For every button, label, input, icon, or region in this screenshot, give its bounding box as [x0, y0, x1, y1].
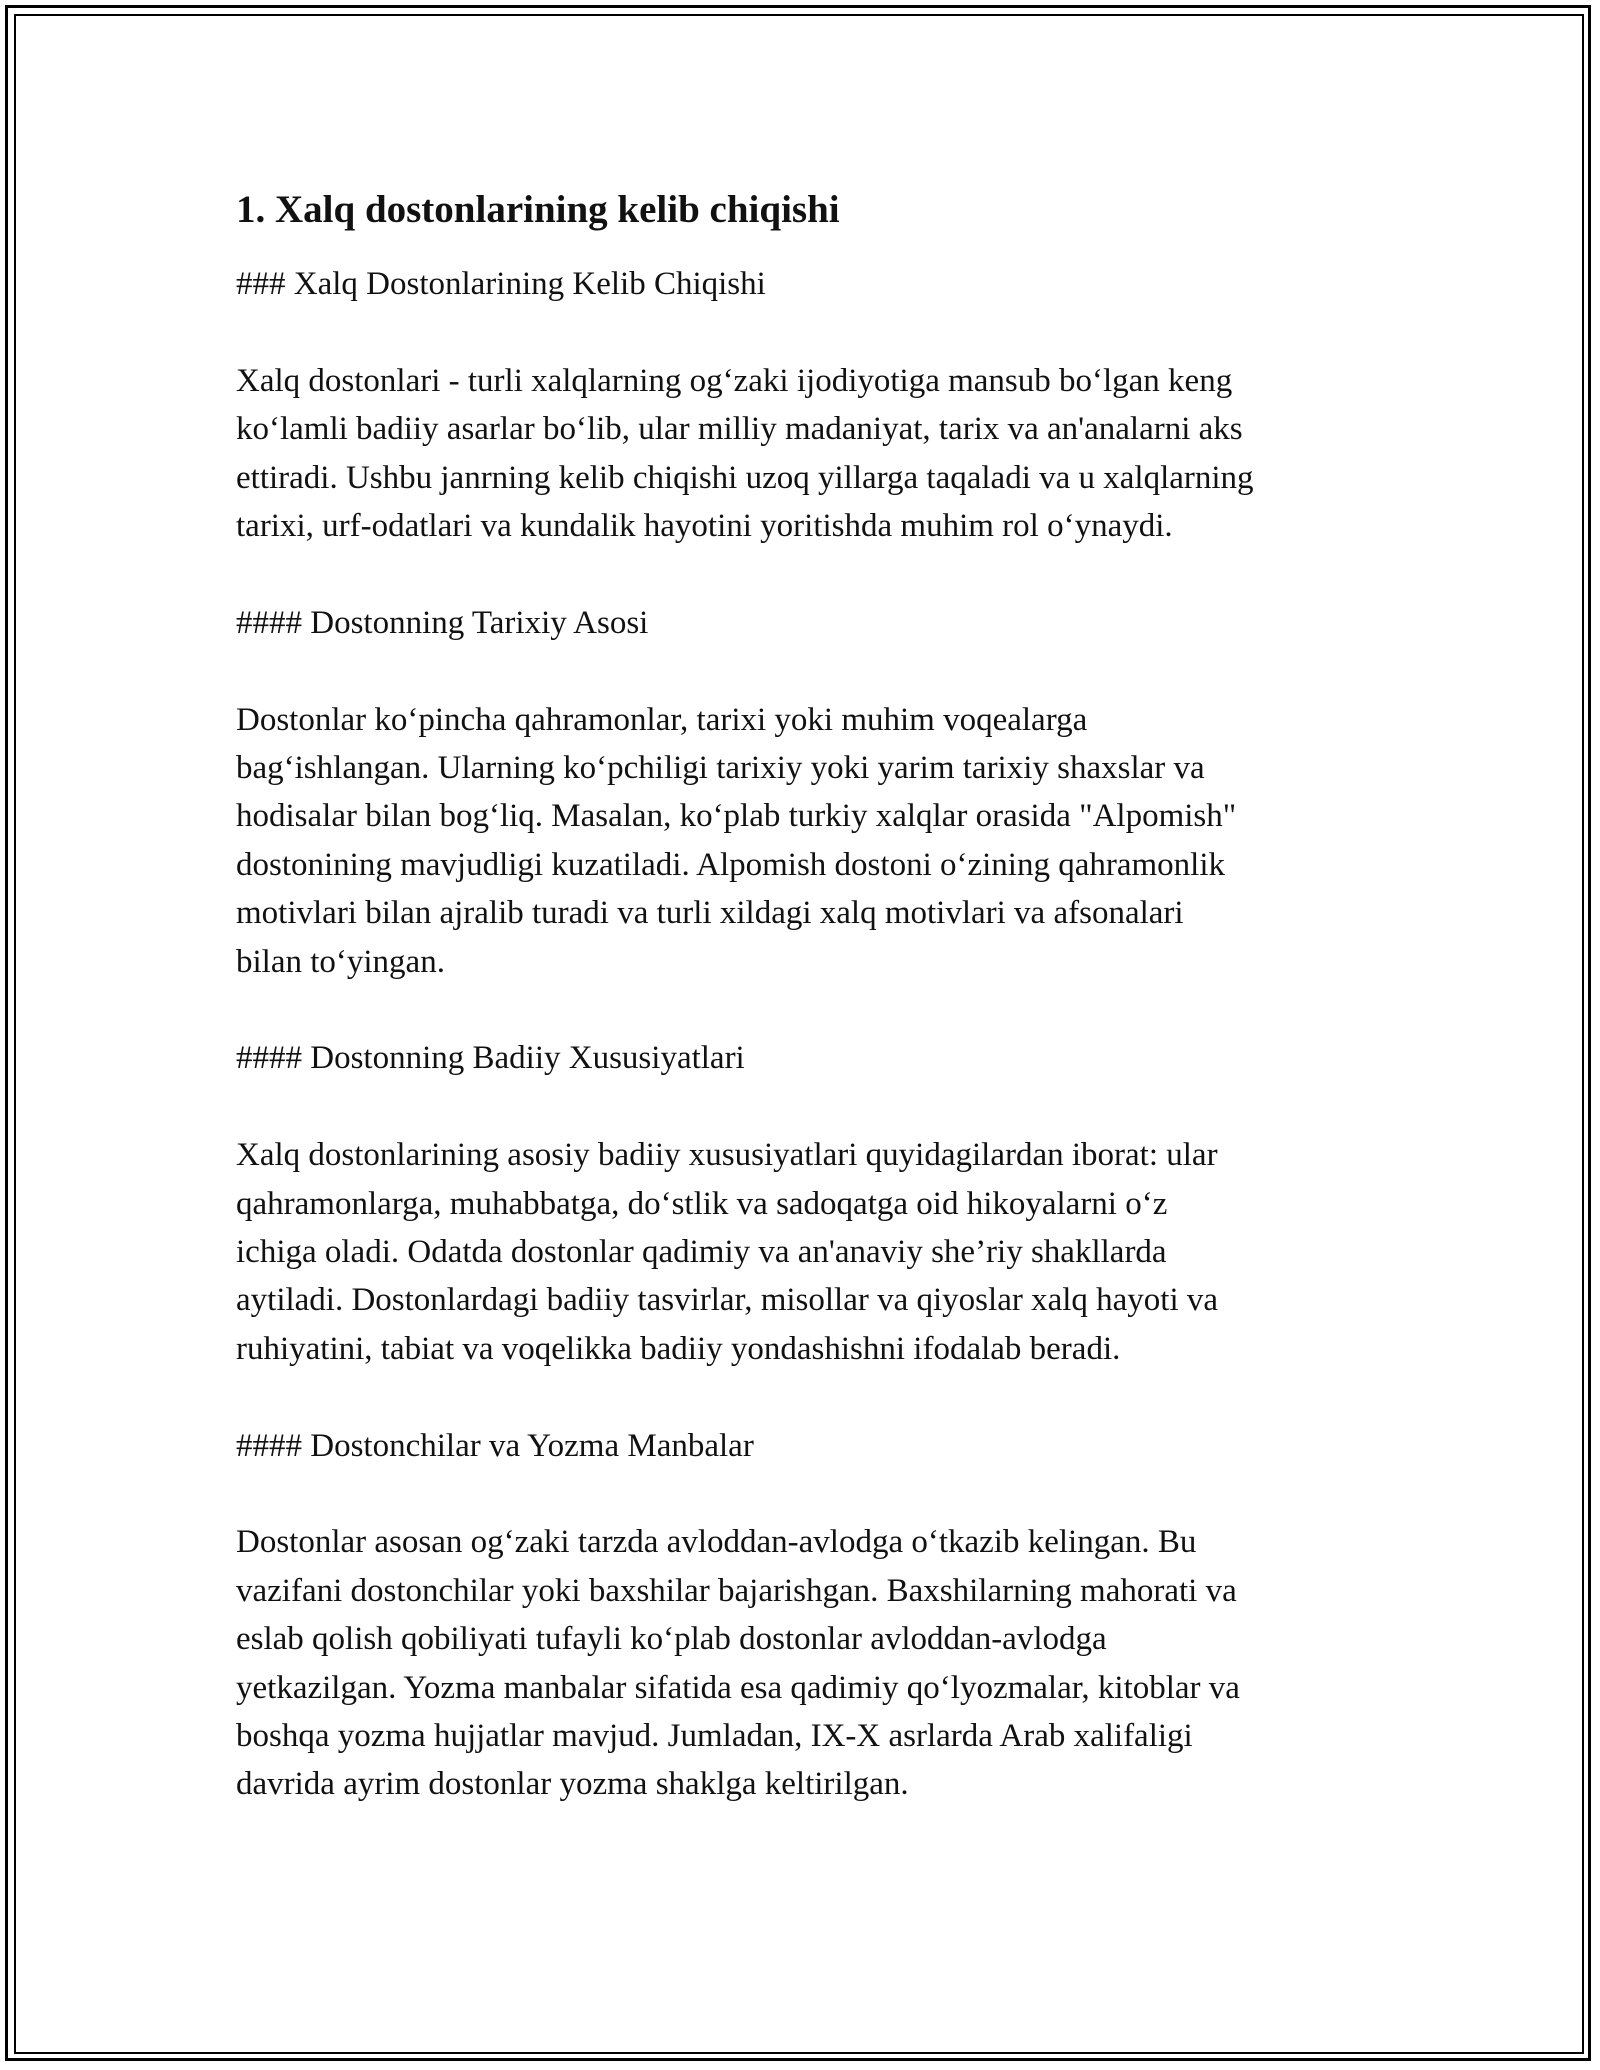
section-heading-origin: ### Xalq Dostonlarining Kelib Chiqishi: [236, 266, 766, 302]
section-heading-artistic-features: #### Dostonning Badiiy Xususiyatlari: [236, 1040, 745, 1077]
paragraph-artistic-features: Xalq dostonlarining asosiy badiiy xususiyatlari quyidagilardan iborat: ular qahramonlarga, muhabbatga, do‘stlik va sadoqatga oid hikoyalarni o‘z ichiga oladi. Odatda dostonlar qadimiy va an'anaviy she’riy shakllarda aytiladi. Dostonlardagi badiiy tasvirlar, misollar va qiyoslar xalq hayoti va ruhiyatini, tabiat va voqelikka badiiy yondashishni ifodalab beradi.: [236, 1137, 1219, 1367]
page-title: 1. Xalq dostonlarining kelib chiqishi: [236, 188, 840, 231]
paragraph-historical-basis: Dostonlar ko‘pincha qahramonlar, tarixi yoki muhim voqealarga bag‘ishlangan. Ularning ko‘pchiligi tarixiy yoki yarim tarixiy shaxslar va hodisalar bilan bog‘liq. Masalan, ko‘plab turkiy xalqlar orasida "Alpomish" dostonining mavjudligi kuzatiladi. Alpomish dostoni o‘zining qahramonlik motivlari bilan ajralib turadi va turli xildagi xalq motivlari va afsonalari bilan to‘yingan.: [236, 701, 1237, 980]
document-body: [236, 185, 1386, 1857]
section-heading-storytellers-sources: #### Dostonchilar va Yozma Manbalar: [236, 1427, 754, 1464]
paragraph-storytellers-sources: Dostonlar asosan og‘zaki tarzda avloddan-avlodga o‘tkazib kelingan. Bu vazifani dostonchilar yoki baxshilar bajarishgan. Baxshilarning mahorati va eslab qolish qobiliyati tufayli ko‘plab dostonlar avloddan-avlodga yetkazilgan. Yozma manbalar sifatida esa qadimiy qo‘lyozmalar, kitoblar va boshqa yozma hujjatlar mavjud. Jumladan, IX-X asrlarda Arab xalifaligi davrida ayrim dostonlar yozma shaklga keltirilgan.: [236, 1524, 1240, 1803]
paragraph-origin: Xalq dostonlari - turli xalqlarning og‘zaki ijodiyotiga mansub bo‘lgan keng ko‘lamli badiiy asarlar bo‘lib, ular milliy madaniyat, tarix va an'analarni aks ettiradi. Ushbu janrning kelib chiqishi uzoq yillarga taqaladi va u xalqlarning tarixi, urf-odatlari va kundalik hayotini yoritishda muhim rol o‘ynaydi.: [236, 362, 1254, 545]
section-heading-historical-basis: #### Dostonning Tarixiy Asosi: [236, 604, 649, 641]
